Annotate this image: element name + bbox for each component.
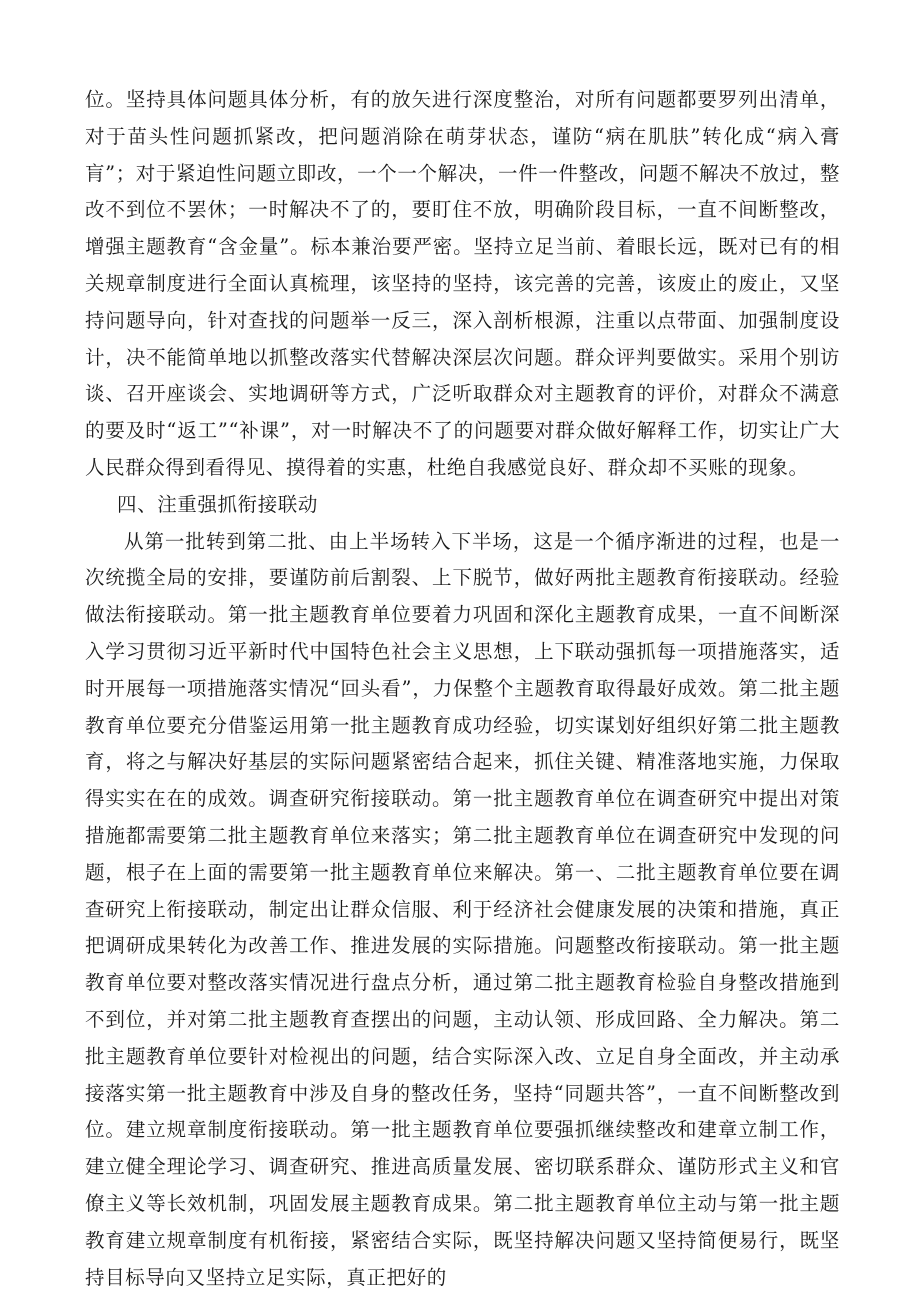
section-heading: 四、注重强抓衔接联动 — [117, 492, 319, 516]
paragraph-main: 从第一批转到第二批、由上半场转入下半场，这是一个循序渐进的过程，也是一次统揽全局的安排，要谨防前后割裂、上下脱节，做好两批主题教育衔接联动。经验做法衔接联动。第一批主题教育单位要着力巩固和深化主题教育成果，一直不间断深入学习贯彻习近平新时代中国特色社会主义思想，上下联动强抓每一项措施落实，适时开展每一项措施落实情况“回头看”，力保整个主题教育取得最好成效。第二批主题教育单位要充分借鉴运用第一批主题教育成功经验，切实谋划好组织好第二批主题教育，将之与解决好基层的实际问题紧密结合起来，抓住关键、精准落地实施，力保取得实实在在的成效。调查研究衔接联动。第一批主题教育单位在调查研究中提出对策措施都需要第二批主题教育单位来落实；第二批主题教育单位在调查研究中发现的问题，根子在上面的需要第一批主题教育单位来解决。第一、二批主题教育单位要在调查研究上衔接联动，制定出让群众信服、利于经济社会健康发展的决策和措施，真正把调研成果转化为改善工作、推进发展的实际措施。问题整改衔接联动。第一批主题教育单位要对整改落实情况进行盘点分析，通过第二批主题教育检验自身整改措施到不到位，并对第二批主题教育查摆出的问题，主动认领、形成回路、全力解决。第二批主题教育单位要针对检视出的问题，结合实际深入改、立足自身全面改，并主动承接落实第一批主题教育中涉及自身的整改任务，坚持“同题共答”，一直不间断整改到位。建立规章制度衔接联动。第一批主题教育单位要强抓继续整改和建章立制工作，建立健全理论学习、调查研究、推进高质量发展、密切联系群众、谨防形式主义和官僚主义等长效机制，巩固发展主题教育成果。第二批主题教育单位主动与第一批主题教育建立规章制度有机衔接，紧密结合实际，既坚持解决问题又坚持简便易行，既坚持目标导向又坚持立足实际，真正把好的 — [85, 529, 840, 1289]
paragraph-continued: 位。坚持具体问题具体分析，有的放矢进行深度整治，对所有问题都要罗列出清单，对于苗头性问题抓紧改，把问题消除在萌芽状态，谨防“病在肌肤”转化成“病入膏肓”；对于紧迫性问题立即改，一个一个解决，一件一件整改，问题不解决不放过，整改不到位不罢休；一时解决不了的，要盯住不放，明确阶段目标，一直不间断整改，增强主题教育“含金量”。标本兼治要严密。坚持立足当前、着眼长远，既对已有的相关规章制度进行全面认真梳理，该坚持的坚持，该完善的完善，该废止的废止，又坚持问题导向，针对查找的问题举一反三，深入剖析根源，注重以点带面、加强制度设计，决不能简单地以抓整改落实代替解决深层次问题。群众评判要做实。采用个别访谈、召开座谈会、实地调研等方式，广泛听取群众对主题教育的评价，对群众不满意的要及时“返工”“补课”，对一时解决不了的问题要对群众做好解释工作，切实让广大人民群众得到看得见、摸得着的实惠，杜绝自我感觉良好、群众却不买账的现象。 — [85, 88, 840, 479]
